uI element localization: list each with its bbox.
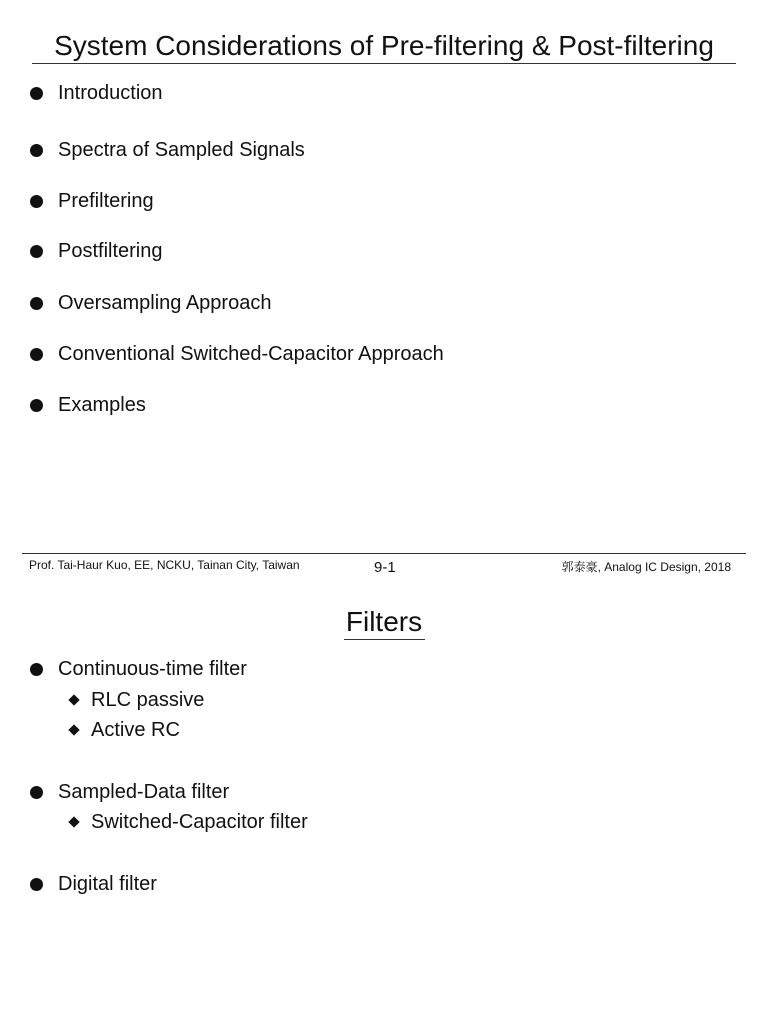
sub-bullet-label: Active RC	[91, 718, 180, 741]
bullet-label: Digital filter	[58, 872, 157, 895]
bullet-item	[30, 289, 271, 317]
bullet-dot-icon	[30, 87, 43, 100]
bullet-item	[30, 187, 154, 215]
diamond-bullet-icon	[68, 724, 79, 735]
bullet-dot-icon	[30, 878, 43, 891]
bullet-dot-icon	[30, 245, 43, 258]
slide-2-title: Filters	[345, 606, 423, 637]
slide-1-title: System Considerations of Pre-filtering & Post-filtering	[54, 30, 714, 61]
bullet-item	[30, 136, 305, 164]
bullet-label: Conventional Switched-Capacitor Approach	[58, 342, 444, 365]
bullet-dot-icon	[30, 195, 43, 208]
bullet-item	[30, 778, 229, 806]
bullet-item	[30, 870, 157, 898]
footer-author: Prof. Tai-Haur Kuo, EE, NCKU, Tainan City, Taiwan	[29, 558, 300, 572]
bullet-label: Continuous-time filter	[58, 657, 247, 680]
bullet-item	[30, 655, 247, 683]
slide-1-title-underline	[32, 63, 736, 64]
bullet-label: Introduction	[58, 81, 163, 104]
bullet-dot-icon	[30, 663, 43, 676]
footer-course: 郭泰豪, Analog IC Design, 2018	[561, 560, 731, 574]
footer-divider	[22, 553, 746, 554]
sub-bullet-label: Switched-Capacitor filter	[91, 810, 308, 833]
bullet-item	[30, 391, 146, 419]
slide-2-title-underline	[344, 639, 425, 640]
sub-bullet-item	[68, 808, 308, 836]
bullet-dot-icon	[30, 399, 43, 412]
bullet-dot-icon	[30, 348, 43, 361]
bullet-label: Prefiltering	[58, 189, 154, 212]
sub-bullet-item	[68, 686, 204, 714]
bullet-item	[30, 79, 163, 107]
diamond-bullet-icon	[68, 694, 79, 705]
sub-bullet-label: RLC passive	[91, 688, 205, 711]
page-number: 9-1	[374, 559, 396, 576]
bullet-dot-icon	[30, 786, 43, 799]
sub-bullet-item	[68, 716, 180, 744]
bullet-item	[30, 237, 163, 265]
bullet-label: Oversampling Approach	[58, 291, 272, 314]
bullet-item	[30, 340, 444, 368]
bullet-label: Spectra of Sampled Signals	[58, 138, 305, 161]
bullet-label: Postfiltering	[58, 239, 163, 262]
diamond-bullet-icon	[68, 816, 79, 827]
bullet-label: Examples	[58, 393, 146, 416]
bullet-dot-icon	[30, 297, 43, 310]
bullet-label: Sampled-Data filter	[58, 780, 230, 803]
bullet-dot-icon	[30, 144, 43, 157]
